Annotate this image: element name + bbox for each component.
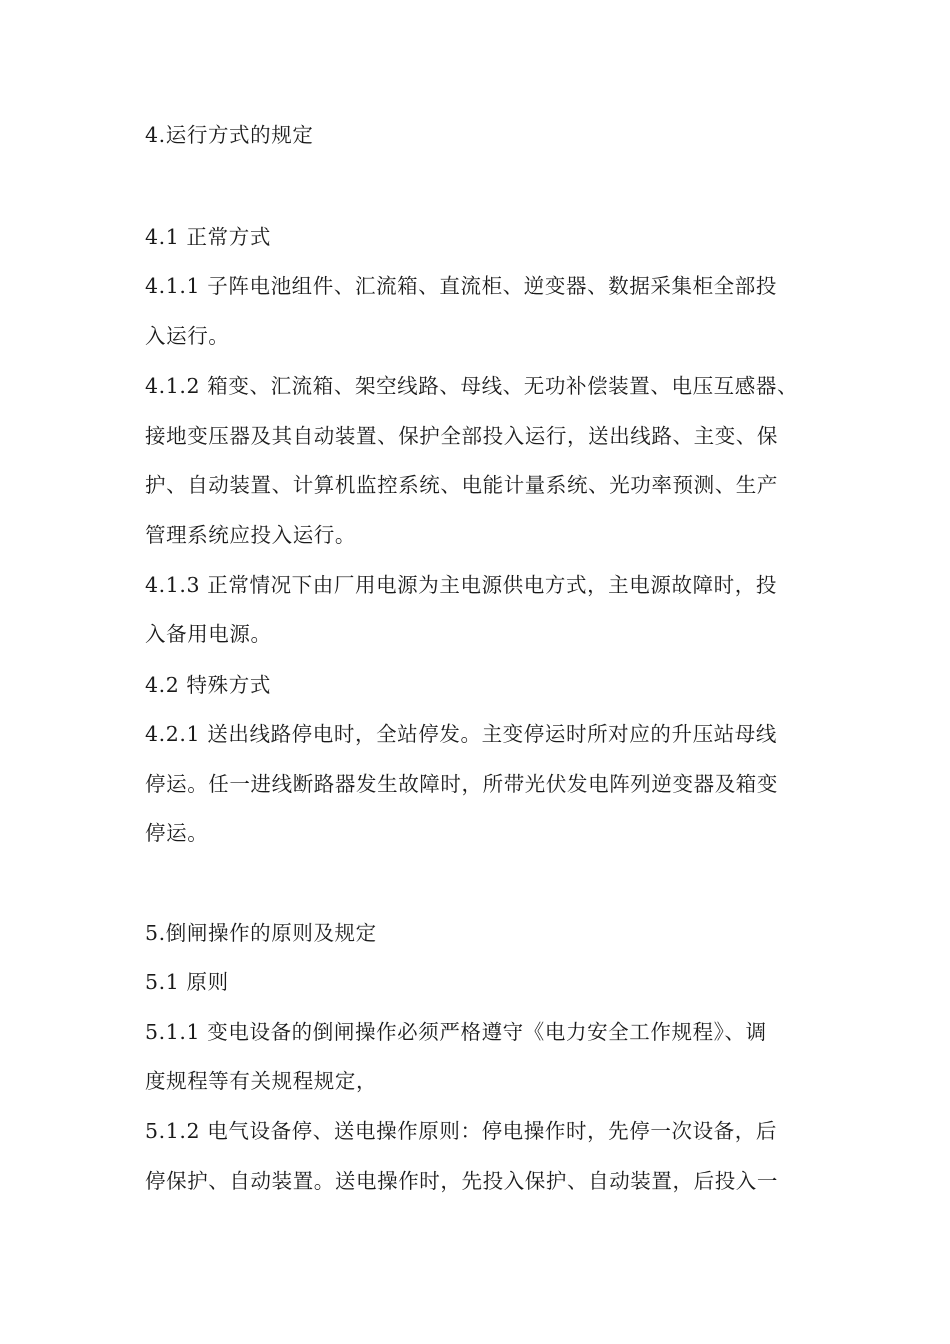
paragraph-line: 4.1.3 正常情况下由厂用电源为主电源供电方式，主电源故障时，投 — [145, 573, 777, 597]
paragraph-line: 护、自动装置、计算机监控系统、电能计量系统、光功率预测、生产 — [145, 473, 778, 497]
paragraph-line: 入备用电源。 — [145, 622, 272, 646]
heading-5-1: 5.1 原则 — [145, 970, 229, 994]
paragraph-line: 5.1.2 电气设备停、送电操作原则：停电操作时，先停一次设备，后 — [145, 1119, 777, 1143]
heading-4: 4.运行方式的规定 — [145, 123, 314, 147]
paragraph-line: 入运行。 — [145, 324, 230, 348]
paragraph-line: 接地变压器及其自动装置、保护全部投入运行，送出线路、主变、保 — [145, 424, 778, 448]
paragraph-line: 度规程等有关规程规定， — [145, 1069, 378, 1093]
paragraph-line: 停保护、自动装置。送电操作时，先投入保护、自动装置，后投入一 — [145, 1169, 778, 1193]
paragraph-line: 4.1.1 子阵电池组件、汇流箱、直流柜、逆变器、数据采集柜全部投 — [145, 274, 777, 298]
paragraph-line: 停运。 — [145, 821, 209, 845]
paragraph-line: 4.2.1 送出线路停电时，全站停发。主变停运时所对应的升压站母线 — [145, 722, 777, 746]
paragraph-line: 5.1.1 变电设备的倒闸操作必须严格遵守《电力安全工作规程》、调 — [145, 1020, 767, 1044]
paragraph-line: 停运。任一进线断路器发生故障时，所带光伏发电阵列逆变器及箱变 — [145, 772, 778, 796]
heading-4-1: 4.1 正常方式 — [145, 225, 271, 249]
paragraph-line: 管理系统应投入运行。 — [145, 523, 356, 547]
paragraph-line: 4.1.2 箱变、汇流箱、架空线路、母线、无功补偿装置、电压互感器、 — [145, 374, 799, 398]
heading-5: 5.倒闸操作的原则及规定 — [145, 921, 377, 945]
heading-4-2: 4.2 特殊方式 — [145, 673, 271, 697]
